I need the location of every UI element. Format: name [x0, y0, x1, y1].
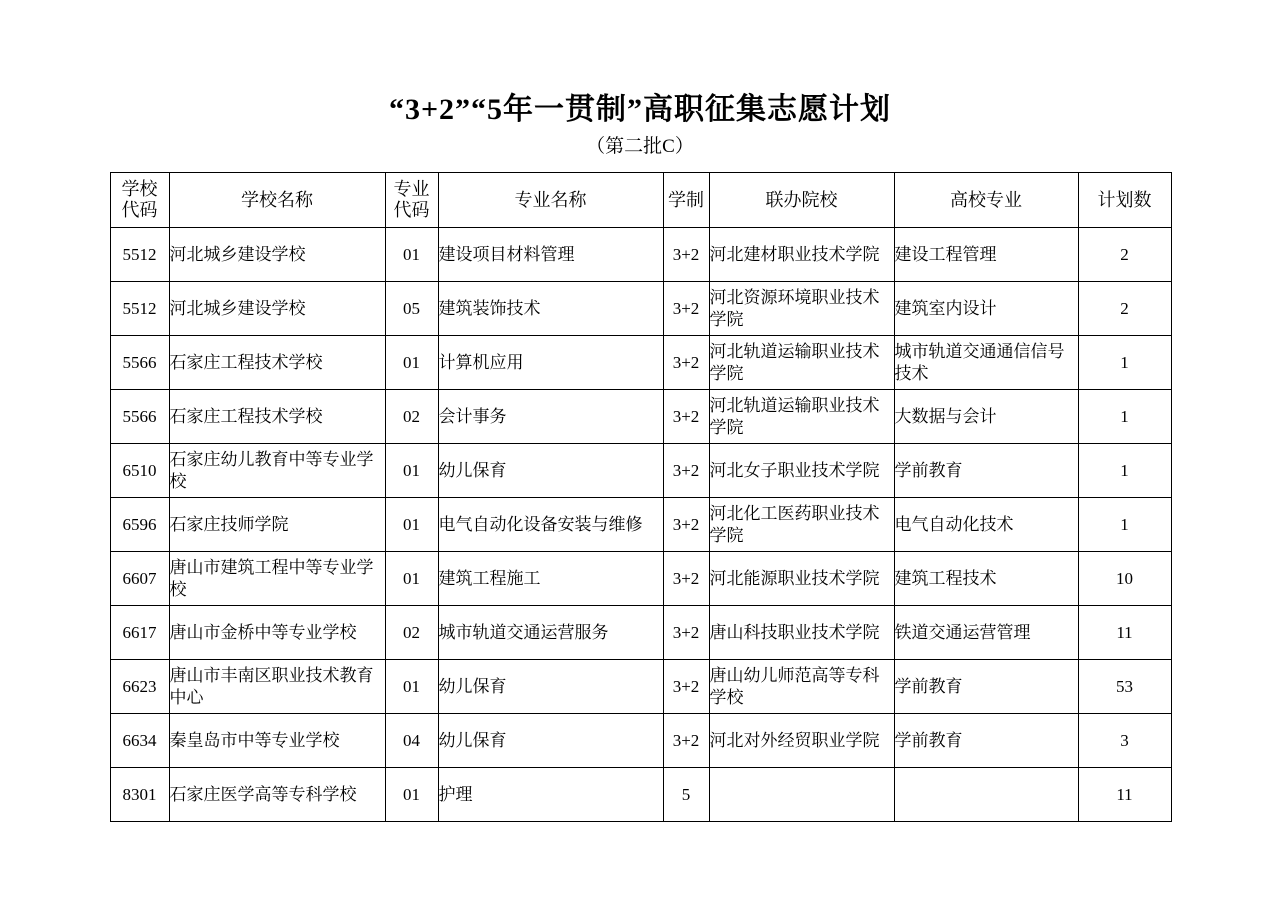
table-row	[110, 390, 1171, 444]
column-header-school-name	[169, 173, 385, 228]
cell-major-name: 护理	[438, 768, 663, 822]
cell-system: 3+2	[663, 336, 709, 390]
column-header-school-name-line1: 学校名称	[241, 189, 313, 210]
cell-system: 3+2	[663, 606, 709, 660]
column-header-school-code-line1: 学校	[121, 178, 158, 199]
table-body	[110, 228, 1171, 822]
cell-school-code: 6634	[110, 714, 169, 768]
table-row	[110, 498, 1171, 552]
cell-major-name: 幼儿保育	[438, 660, 663, 714]
cell-school-code: 8301	[110, 768, 169, 822]
table-row	[110, 228, 1171, 282]
cell-school-code: 5566	[110, 336, 169, 390]
cell-major-name: 幼儿保育	[438, 444, 663, 498]
cell-college-major: 建设工程管理	[894, 228, 1078, 282]
header-row	[110, 173, 1171, 228]
table-row	[110, 660, 1171, 714]
cell-major-code: 01	[385, 660, 438, 714]
cell-major-code: 01	[385, 336, 438, 390]
table-row	[110, 606, 1171, 660]
plan-table	[110, 172, 1172, 822]
table-row	[110, 714, 1171, 768]
cell-school-name: 石家庄技师学院	[169, 498, 385, 552]
cell-college-major	[894, 768, 1078, 822]
cell-major-code: 04	[385, 714, 438, 768]
cell-college-major: 学前教育	[894, 714, 1078, 768]
cell-system: 3+2	[663, 660, 709, 714]
column-header-major-code-line1: 专业	[393, 178, 430, 199]
cell-school-code: 6596	[110, 498, 169, 552]
cell-system: 3+2	[663, 498, 709, 552]
cell-major-name: 建筑装饰技术	[438, 282, 663, 336]
cell-school-name: 河北城乡建设学校	[169, 282, 385, 336]
cell-major-code: 01	[385, 228, 438, 282]
cell-school-name: 石家庄工程技术学校	[169, 390, 385, 444]
cell-major-name: 幼儿保育	[438, 714, 663, 768]
cell-system: 3+2	[663, 552, 709, 606]
cell-major-name: 电气自动化设备安装与维修	[438, 498, 663, 552]
cell-count: 11	[1078, 606, 1171, 660]
column-header-partner	[709, 173, 894, 228]
cell-partner: 河北能源职业技术学院	[709, 552, 894, 606]
cell-system: 5	[663, 768, 709, 822]
column-header-system-line1: 学制	[668, 189, 704, 210]
cell-college-major: 铁道交通运营管理	[894, 606, 1078, 660]
cell-school-code: 6617	[110, 606, 169, 660]
cell-school-name: 石家庄医学高等专科学校	[169, 768, 385, 822]
page-title: “3+2”“5年一贯制”高职征集志愿计划	[388, 93, 892, 126]
cell-major-name: 城市轨道交通运营服务	[438, 606, 663, 660]
cell-system: 3+2	[663, 714, 709, 768]
cell-count: 2	[1078, 228, 1171, 282]
page-subtitle: （第二批C）	[586, 136, 694, 158]
column-header-major-name-line1: 专业名称	[514, 189, 587, 210]
cell-count: 2	[1078, 282, 1171, 336]
cell-college-major: 大数据与会计	[894, 390, 1078, 444]
column-header-count	[1078, 173, 1171, 228]
table-row	[110, 336, 1171, 390]
cell-count: 1	[1078, 498, 1171, 552]
cell-system: 3+2	[663, 228, 709, 282]
title-block	[0, 0, 1280, 159]
cell-major-code: 05	[385, 282, 438, 336]
column-header-college-major-line1: 高校专业	[950, 189, 1022, 210]
cell-major-code: 01	[385, 768, 438, 822]
cell-school-name: 唐山市丰南区职业技术教育中心	[169, 660, 385, 714]
cell-count: 11	[1078, 768, 1171, 822]
cell-college-major: 学前教育	[894, 444, 1078, 498]
cell-partner: 唐山幼儿师范高等专科学校	[709, 660, 894, 714]
cell-major-code: 02	[385, 390, 438, 444]
cell-major-name: 建设项目材料管理	[438, 228, 663, 282]
cell-partner: 河北化工医药职业技术学院	[709, 498, 894, 552]
cell-count: 1	[1078, 336, 1171, 390]
cell-college-major: 电气自动化技术	[894, 498, 1078, 552]
cell-partner: 河北建材职业技术学院	[709, 228, 894, 282]
cell-partner: 河北资源环境职业技术学院	[709, 282, 894, 336]
column-header-major-name	[438, 173, 663, 228]
cell-major-code: 01	[385, 552, 438, 606]
cell-college-major: 学前教育	[894, 660, 1078, 714]
cell-system: 3+2	[663, 282, 709, 336]
cell-school-name: 石家庄工程技术学校	[169, 336, 385, 390]
cell-partner: 河北女子职业技术学院	[709, 444, 894, 498]
cell-major-name: 计算机应用	[438, 336, 663, 390]
cell-school-code: 6623	[110, 660, 169, 714]
cell-count: 3	[1078, 714, 1171, 768]
column-header-school-code	[110, 173, 169, 228]
cell-partner: 唐山科技职业技术学院	[709, 606, 894, 660]
cell-partner	[709, 768, 894, 822]
column-header-major-code	[385, 173, 438, 228]
cell-school-code: 5512	[110, 282, 169, 336]
cell-partner: 河北轨道运输职业技术学院	[709, 390, 894, 444]
cell-school-name: 石家庄幼儿教育中等专业学校	[169, 444, 385, 498]
cell-college-major: 城市轨道交通通信信号技术	[894, 336, 1078, 390]
cell-major-name: 会计事务	[438, 390, 663, 444]
cell-system: 3+2	[663, 390, 709, 444]
cell-school-name: 河北城乡建设学校	[169, 228, 385, 282]
cell-count: 10	[1078, 552, 1171, 606]
table-row	[110, 444, 1171, 498]
cell-count: 53	[1078, 660, 1171, 714]
table-header	[110, 173, 1171, 228]
cell-major-code: 01	[385, 444, 438, 498]
cell-college-major: 建筑室内设计	[894, 282, 1078, 336]
cell-school-code: 6607	[110, 552, 169, 606]
column-header-major-code-line2: 代码	[393, 200, 430, 221]
cell-major-code: 01	[385, 498, 438, 552]
table-row	[110, 768, 1171, 822]
table-container	[110, 172, 1171, 822]
cell-partner: 河北轨道运输职业技术学院	[709, 336, 894, 390]
cell-school-name: 秦皇岛市中等专业学校	[169, 714, 385, 768]
cell-college-major: 建筑工程技术	[894, 552, 1078, 606]
cell-school-name: 唐山市金桥中等专业学校	[169, 606, 385, 660]
cell-count: 1	[1078, 390, 1171, 444]
cell-partner: 河北对外经贸职业学院	[709, 714, 894, 768]
cell-school-name: 唐山市建筑工程中等专业学校	[169, 552, 385, 606]
cell-major-name: 建筑工程施工	[438, 552, 663, 606]
column-header-partner-line1: 联办院校	[765, 189, 838, 210]
cell-count: 1	[1078, 444, 1171, 498]
column-header-school-code-line2: 代码	[121, 200, 158, 221]
cell-school-code: 6510	[110, 444, 169, 498]
cell-school-code: 5512	[110, 228, 169, 282]
table-row	[110, 282, 1171, 336]
column-header-system	[663, 173, 709, 228]
table-row	[110, 552, 1171, 606]
column-header-count-line1: 计划数	[1097, 189, 1152, 210]
cell-system: 3+2	[663, 444, 709, 498]
column-header-college-major	[894, 173, 1078, 228]
cell-school-code: 5566	[110, 390, 169, 444]
cell-major-code: 02	[385, 606, 438, 660]
